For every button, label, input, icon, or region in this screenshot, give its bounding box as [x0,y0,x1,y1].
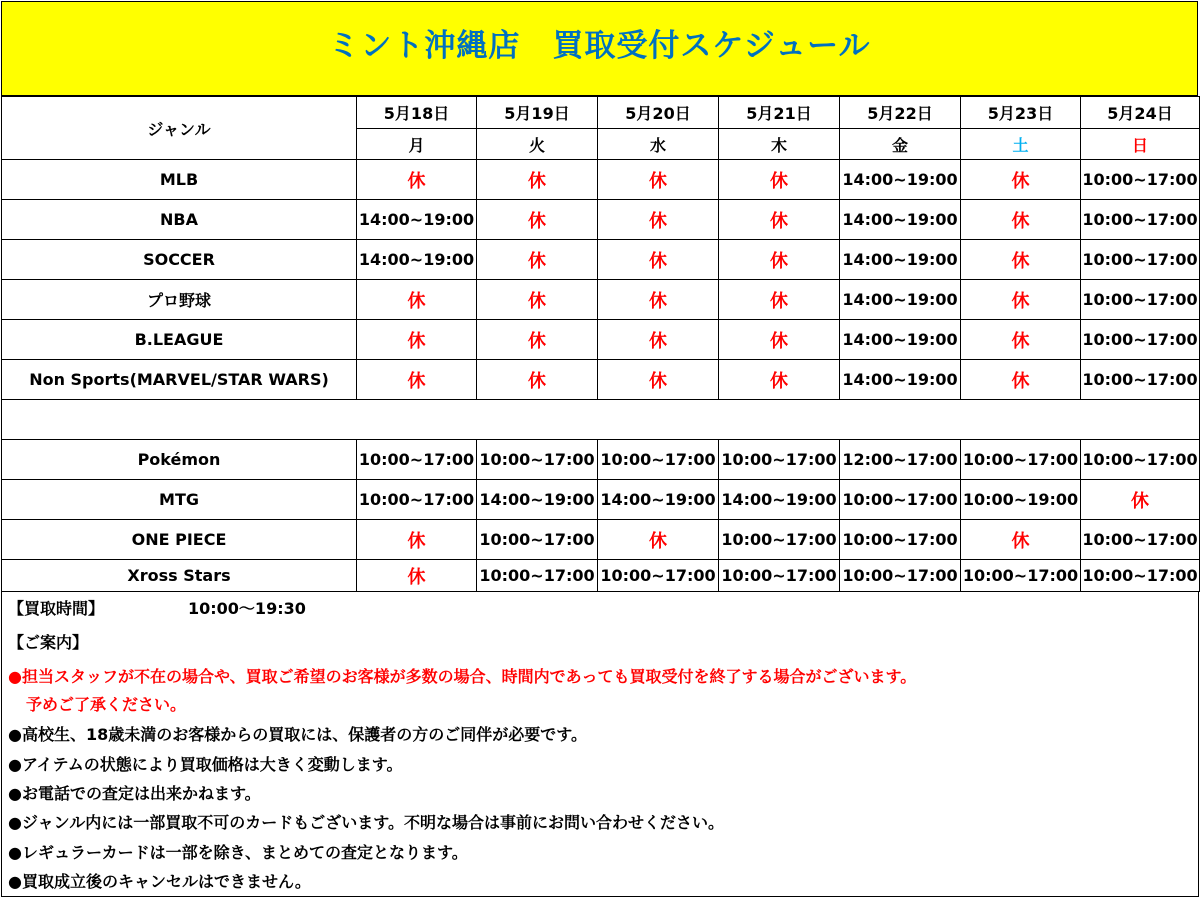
time-cell: 14:00~19:00 [840,360,961,400]
time-cell: 12:00~17:00 [840,440,961,480]
closed-cell: 休 [357,560,477,592]
notice-item: ●レギュラーカードは一部を除き、まとめての査定となります。 [8,843,468,862]
schedule-row [2,160,1200,200]
notice-warning-line-1: ●担当スタッフが不在の場合や、買取ご希望のお客様が多数の場合、時間内であっても買取受付を終了する場合がございます。 [8,667,917,686]
page-title: ミント沖縄店 買取受付スケジュール [328,28,871,64]
time-cell: 10:00~17:00 [961,560,1081,592]
closed-cell: 休 [357,160,477,200]
date-cell: 5月18日 [357,97,477,129]
genre-header: ジャンル [2,97,357,160]
time-cell: 10:00~17:00 [598,440,719,480]
genre-cell: Pokémon [2,440,357,480]
time-cell: 10:00~17:00 [719,560,840,592]
schedule-row [2,320,1200,360]
closed-cell: 休 [477,280,598,320]
date-cell: 5月19日 [477,97,598,129]
closed-cell: 休 [357,320,477,360]
genre-cell: プロ野球 [2,280,357,320]
closed-cell: 休 [477,240,598,280]
date-cell: 5月20日 [598,97,719,129]
closed-cell: 休 [598,280,719,320]
closed-cell: 休 [598,200,719,240]
closed-cell: 休 [961,280,1081,320]
time-cell: 10:00~17:00 [961,440,1081,480]
time-cell: 14:00~19:00 [719,480,840,520]
time-cell: 14:00~19:00 [357,200,477,240]
closed-cell: 休 [1081,480,1200,520]
time-cell: 10:00~17:00 [840,480,961,520]
schedule-row [2,200,1200,240]
title-banner [1,1,1198,96]
notice-item: ●買取成立後のキャンセルはできません。 [8,872,311,891]
date-header-row [2,97,1200,129]
hours-value: 10:00〜19:30 [188,599,306,618]
weekday-cell: 火 [477,129,598,160]
schedule-row [2,520,1200,560]
notice-item: ●高校生、18歳未満のお客様からの買取には、保護者の方のご同伴が必要です。 [8,725,587,744]
date-cell: 5月23日 [961,97,1081,129]
notice-item: ●お電話での査定は出来かねます。 [8,784,261,803]
closed-cell: 休 [961,240,1081,280]
weekday-cell: 月 [357,129,477,160]
time-cell: 10:00~17:00 [1081,360,1200,400]
genre-cell: MLB [2,160,357,200]
notice-section [1,592,1199,897]
time-cell: 10:00~17:00 [719,440,840,480]
time-cell: 10:00~17:00 [477,560,598,592]
date-cell: 5月22日 [840,97,961,129]
time-cell: 14:00~19:00 [840,240,961,280]
closed-cell: 休 [961,200,1081,240]
time-cell: 10:00~17:00 [1081,520,1200,560]
hours-label: 【買取時間】 [8,599,105,618]
time-cell: 14:00~19:00 [477,480,598,520]
time-cell: 10:00~17:00 [477,520,598,560]
genre-cell: MTG [2,480,357,520]
time-cell: 10:00~17:00 [719,520,840,560]
closed-cell: 休 [357,520,477,560]
weekday-cell-sunday: 日 [1081,129,1200,160]
time-cell: 10:00~17:00 [598,560,719,592]
time-cell: 14:00~19:00 [840,200,961,240]
closed-cell: 休 [477,360,598,400]
schedule-row [2,360,1200,400]
time-cell: 10:00~17:00 [840,520,961,560]
closed-cell: 休 [719,360,840,400]
notice-item: ●ジャンル内には一部買取不可のカードもございます。不明な場合は事前にお問い合わせください。 [8,813,724,832]
closed-cell: 休 [961,320,1081,360]
closed-cell: 休 [719,240,840,280]
closed-cell: 休 [598,320,719,360]
schedule-row [2,240,1200,280]
date-cell: 5月24日 [1081,97,1200,129]
closed-cell: 休 [477,320,598,360]
genre-cell: ONE PIECE [2,520,357,560]
time-cell: 10:00~17:00 [1081,160,1200,200]
time-cell: 10:00~17:00 [1081,320,1200,360]
closed-cell: 休 [961,160,1081,200]
closed-cell: 休 [598,520,719,560]
closed-cell: 休 [961,520,1081,560]
genre-cell: B.LEAGUE [2,320,357,360]
time-cell: 14:00~19:00 [357,240,477,280]
time-cell: 14:00~19:00 [840,320,961,360]
time-cell: 10:00~17:00 [1081,200,1200,240]
time-cell: 10:00~19:00 [961,480,1081,520]
closed-cell: 休 [719,320,840,360]
time-cell: 14:00~19:00 [840,280,961,320]
schedule-row [2,480,1200,520]
time-cell: 10:00~17:00 [840,560,961,592]
closed-cell: 休 [357,360,477,400]
closed-cell: 休 [719,280,840,320]
time-cell: 10:00~17:00 [1081,440,1200,480]
closed-cell: 休 [598,160,719,200]
hours-line [8,596,306,619]
time-cell: 10:00~17:00 [477,440,598,480]
closed-cell: 休 [719,200,840,240]
notice-warning-line-2: 予めご了承ください。 [26,695,187,714]
closed-cell: 休 [598,360,719,400]
separator-cell [2,400,1200,440]
date-cell: 5月21日 [719,97,840,129]
closed-cell: 休 [719,160,840,200]
time-cell: 14:00~19:00 [598,480,719,520]
notice-item: ●アイテムの状態により買取価格は大きく変動します。 [8,755,403,774]
closed-cell: 休 [598,240,719,280]
weekday-cell: 木 [719,129,840,160]
weekday-cell-saturday: 土 [961,129,1081,160]
time-cell: 10:00~17:00 [357,480,477,520]
notice-label: 【ご案内】 [8,633,89,652]
time-cell: 14:00~19:00 [840,160,961,200]
closed-cell: 休 [961,360,1081,400]
schedule-row [2,560,1200,592]
time-cell: 10:00~17:00 [357,440,477,480]
genre-cell: SOCCER [2,240,357,280]
closed-cell: 休 [477,160,598,200]
weekday-cell: 水 [598,129,719,160]
schedule-row [2,280,1200,320]
schedule-row [2,440,1200,480]
genre-cell: Non Sports(MARVEL/STAR WARS) [2,360,357,400]
genre-cell: Xross Stars [2,560,357,592]
time-cell: 10:00~17:00 [1081,280,1200,320]
time-cell: 10:00~17:00 [1081,560,1200,592]
closed-cell: 休 [357,280,477,320]
genre-cell: NBA [2,200,357,240]
closed-cell: 休 [477,200,598,240]
time-cell: 10:00~17:00 [1081,240,1200,280]
schedule-table [1,96,1200,592]
weekday-cell: 金 [840,129,961,160]
separator-row [2,400,1200,440]
